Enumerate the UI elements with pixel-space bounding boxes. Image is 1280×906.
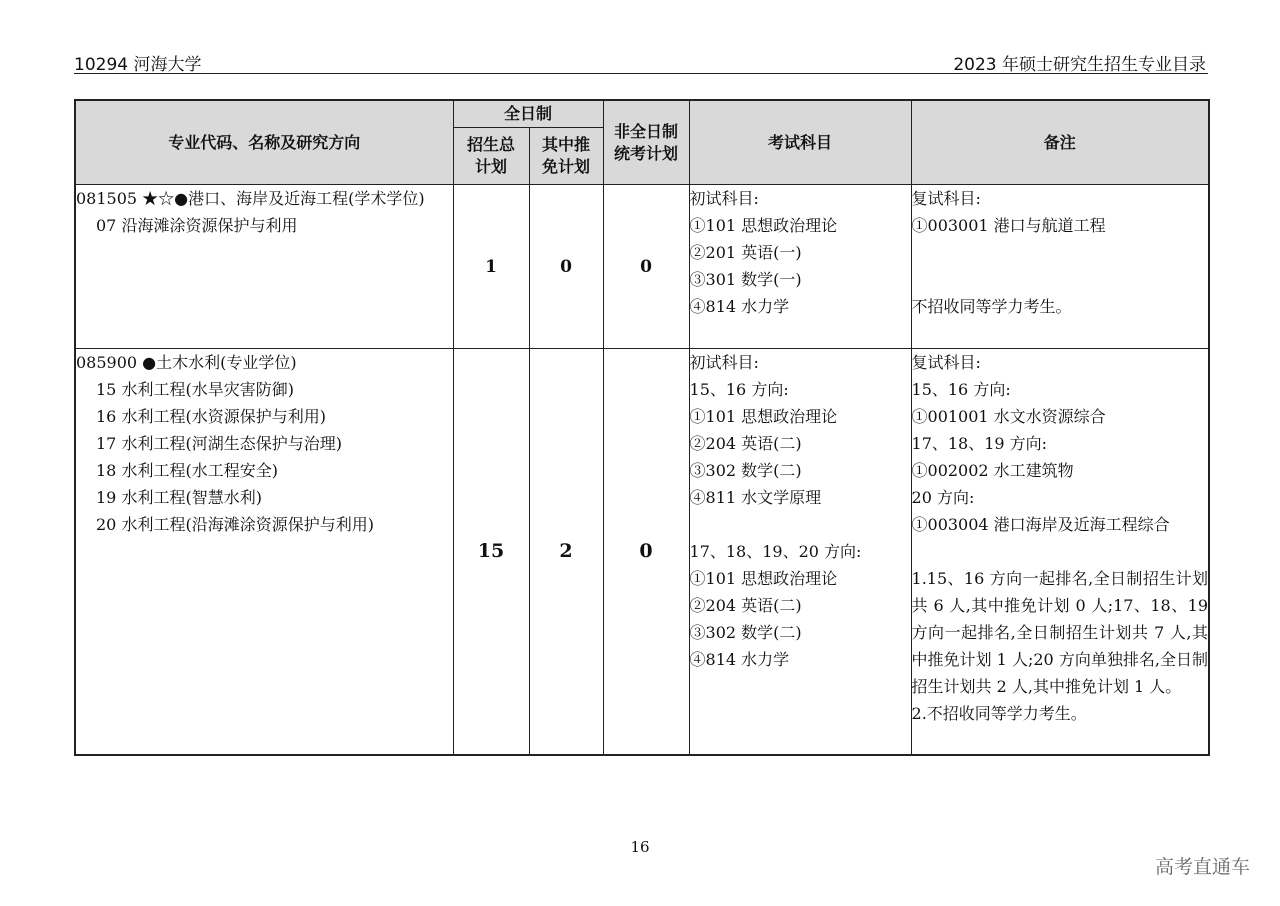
col-header-fulltime-exempt	[529, 128, 603, 185]
col-header-parttime-line1: 非全日制	[614, 121, 679, 141]
subject-line: ④814 水力学	[689, 650, 790, 669]
col-header-subjects: 考试科目	[689, 100, 911, 185]
table-row	[75, 349, 1209, 755]
note-line: ①001001 水文水资源综合	[911, 407, 1106, 426]
note-paragraph: 1.15、16 方向一起排名,全日制招生计划共 6 人,其中推免计划 0 人;17、18、19 方向一起排名,全日制招生计划共 7 人,其中推免计划 1 人;20 方向单独排名,全日制招生计划共 2 人,其中推免计划 1 人。	[911, 569, 1209, 696]
subject-line: ②204 英语(二)	[689, 434, 802, 453]
direction-line: 19 水利工程(智慧水利)	[96, 488, 262, 507]
direction-line: 18 水利工程(水工程安全)	[96, 461, 278, 480]
direction-line: 15 水利工程(水旱灾害防御)	[96, 380, 294, 399]
header-catalog-title: 2023 年硕士研究生招生专业目录	[953, 55, 1206, 75]
direction-line: 20 水利工程(沿海滩涂资源保护与利用)	[96, 515, 374, 534]
subjects-cell	[689, 185, 911, 349]
col-header-parttime	[603, 100, 689, 185]
note-line	[912, 239, 1209, 266]
subject-line: ③302 数学(二)	[689, 623, 802, 642]
major-line: 081505 ★☆●港口、海岸及近海工程(学术学位)	[76, 189, 425, 208]
subject-line: ②204 英语(二)	[689, 596, 802, 615]
note-line: ①002002 水工建筑物	[911, 461, 1074, 480]
subject-line: ①101 思想政治理论	[689, 407, 838, 426]
catalog-table	[74, 99, 1210, 756]
col-header-fulltime-total	[453, 128, 529, 185]
col-header-parttime-line2: 统考计划	[614, 143, 679, 163]
subject-line: ①101 思想政治理论	[689, 569, 838, 588]
subjects-cell	[689, 349, 911, 755]
note-line: 复试科目:	[911, 189, 981, 208]
subject-line: 15、16 方向:	[689, 380, 789, 399]
header-university: 10294 河海大学	[74, 55, 202, 75]
parttime-value: 0	[603, 185, 689, 349]
note-line: 20 方向:	[911, 488, 975, 507]
subject-line: ②201 英语(一)	[689, 243, 802, 262]
note-line: ①003004 港口海岸及近海工程综合	[911, 515, 1170, 534]
fulltime-total-value: 15	[453, 349, 529, 755]
note-line	[912, 266, 1209, 293]
col-header-major: 专业代码、名称及研究方向	[75, 100, 453, 185]
col-header-exempt-line2: 免计划	[542, 157, 591, 176]
note-gap	[912, 538, 1209, 565]
note-line: 17、18、19 方向:	[911, 434, 1048, 453]
subject-line: ③302 数学(二)	[689, 461, 802, 480]
parttime-value: 0	[603, 349, 689, 755]
subject-line: 17、18、19、20 方向:	[689, 542, 862, 561]
subject-line: ④814 水力学	[689, 297, 790, 316]
major-cell	[75, 185, 453, 349]
subject-line: ④811 水文学原理	[689, 488, 822, 507]
col-header-exempt-line1: 其中推	[542, 135, 591, 154]
col-header-notes: 备注	[911, 100, 1209, 185]
subject-line	[690, 511, 911, 538]
page-number: 16	[630, 838, 650, 856]
subject-line: ①101 思想政治理论	[689, 216, 838, 235]
fulltime-exempt-value: 0	[529, 185, 603, 349]
note-line: 复试科目:	[911, 353, 981, 372]
major-line: 085900 ●土木水利(专业学位)	[76, 353, 297, 372]
note-line: ①003001 港口与航道工程	[911, 216, 1106, 235]
direction-line: 16 水利工程(水资源保护与利用)	[96, 407, 326, 426]
subject-line: ③301 数学(一)	[689, 270, 802, 289]
note-line: 15、16 方向:	[911, 380, 1011, 399]
col-header-total-line1: 招生总	[466, 135, 515, 154]
major-cell	[75, 349, 453, 755]
direction-line: 07 沿海滩涂资源保护与利用	[96, 216, 298, 235]
col-header-total-line2: 计划	[474, 157, 507, 176]
fulltime-total-value: 1	[453, 185, 529, 349]
notes-cell	[911, 349, 1209, 755]
watermark-text: 高考直通车	[1154, 856, 1250, 878]
col-header-fulltime: 全日制	[453, 100, 603, 128]
fulltime-exempt-value: 2	[529, 349, 603, 755]
header-divider	[74, 73, 1208, 74]
subject-line: 初试科目:	[689, 189, 759, 208]
table-row	[75, 185, 1209, 349]
note-line: 2.不招收同等学力考生。	[911, 704, 1087, 723]
note-line: 不招收同等学力考生。	[911, 297, 1072, 316]
notes-cell	[911, 185, 1209, 349]
direction-line: 17 水利工程(河湖生态保护与治理)	[96, 434, 342, 453]
subject-line: 初试科目:	[689, 353, 759, 372]
